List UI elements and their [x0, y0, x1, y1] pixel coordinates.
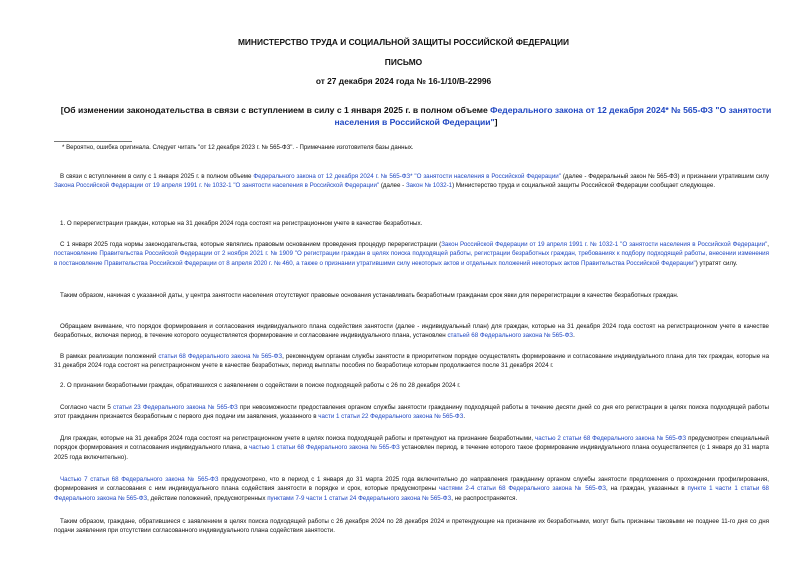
paragraph-conclusion: Таким образом, граждане, обратившиеся с заявлением в целях поиска подходящей работы с 26 декабря 2024 по 28 декабря 2024 и претендующие на признание их безработными, могут быть признаны таковыми не позднее 11-го дня со дня подачи заявления при отсутствии согласованного индивидуального плана содействия занятости. [54, 518, 769, 535]
text: установлен период, в течение которого такое формирование индивидуального плана осуществляется (с 1 января до 31 марта 2025 года включительно). [54, 444, 769, 461]
document-type: ПИСЬМО [384, 57, 423, 67]
text: , на граждан, указанных в [606, 485, 688, 493]
text: Обращаем внимание, что порядок формирования и согласования индивидуального плана содействия занятости (далее - индивидуальный план) для граждан, которые на 31 декабря 2024 года состоят на регистрационном учете в качестве безработных, включая период, в течение которого осуществляется формирование и согласование индивидуального плана, установлен [54, 323, 769, 340]
article-24-items-7-9-link[interactable]: пунктами 7-9 части 1 статьи 24 Федерального закона № 565-ФЗ [267, 494, 452, 502]
article-68-parts-2-4-link[interactable]: частями 2-4 статьи 68 Федерального закона № 565-ФЗ [438, 485, 607, 493]
article-68-link[interactable]: статьей 68 Федерального закона № 565-ФЗ [447, 332, 574, 340]
article-68-link[interactable]: статьи 68 Федерального закона № 565-ФЗ [158, 353, 283, 360]
article-22-link[interactable]: части 1 статьи 22 Федерального закона № 565-ФЗ [318, 413, 464, 421]
text: ) Министерство труда и социальной защиты Российской Федерации сообщает следующее. [452, 182, 716, 190]
paragraph-reregistration [54, 240, 769, 268]
text: , [767, 241, 769, 248]
text: В рамках реализации положений [60, 353, 159, 360]
text: предусмотрено, что в период с 1 января до 31 марта 2025 года включительно до направления гражданину органом службы занятости предложения о прохождении профилирования, формирования и согласования с ним индивидуального плана содействия занятости в порядке и срок, которые предусмотрены [54, 476, 769, 493]
paragraph-article-23 [54, 403, 769, 422]
text: (далее - Федеральный закон № 565-ФЗ) и признании утратившим силу [560, 173, 769, 180]
text: Согласно части 5 [60, 404, 113, 411]
article-68-part-7-link[interactable]: Частью 7 статьи 68 Федерального закона № 565-ФЗ [60, 476, 219, 483]
text: при невозможности предоставления органом службы занятости гражданину подходящей работы в течение десяти дней со дня его регистрации в целях поиска подходящей работы этот гражданин признается безработным с первого дня подачи им заявления, указанного в [54, 404, 769, 421]
footnote: * Вероятно, ошибка оригинала. Следует читать "от 12 декабря 2023 г. № 565-ФЗ". - Примечание изготовителя базы данных. [62, 144, 414, 151]
text: В связи с вступлением в силу с 1 января 2025 г. в полном объеме [60, 173, 254, 180]
text: предусмотрен специальный порядок формирования и согласования индивидуального плана, а [54, 435, 770, 452]
title-prefix: [Об изменении законодательства в связи с вступлением в силу с 1 января 2025 г. в полном объеме [60, 105, 491, 115]
text: ) утратят силу. [695, 259, 738, 267]
paragraph-special-procedure [54, 434, 769, 462]
document-date-number: от 27 декабря 2024 года № 16-1/10/В-22996 [315, 76, 492, 86]
section-2-heading: 2. О признании безработными граждан, обратившихся с заявлением о содействии в поиске подходящей работы с 26 по 28 декабря 2024 г. [60, 382, 461, 389]
text: , рекомендуем органам службы занятости в приоритетном порядке осуществлять формирование и согласование индивидуального плана для тех граждан, которые на 31 декабря 2024 года состоят на регистрационном учете в качестве безработных, период выплаты пособия по безработице которым продолжается после 31 декабря 2024 г. [54, 353, 770, 370]
article-68-item-1-link[interactable]: пункте 1 части 1 статьи 68 Федерального закона № 565-ФЗ [54, 485, 769, 502]
paragraph-consequence: Таким образом, начиная с указанной даты, у центра занятости населения отсутствуют правовые основания устанавливать безработным гражданам срок явки для перерегистрации в качестве безработных граждан. [60, 292, 679, 299]
text: , не распространяется. [451, 494, 518, 502]
title-suffix: ] [494, 117, 498, 127]
law-1032-link[interactable]: Закона Российской Федерации от 19 апреля 1991 г. № 1032-1 "О занятости населения в Российской Федерации" [54, 182, 380, 190]
paragraph-individual-plan [54, 322, 769, 341]
article-68-part-2-link[interactable]: частью 2 статьи 68 Федерального закона № 565-ФЗ [535, 435, 687, 442]
text: (далее - [379, 182, 406, 190]
text: С 1 января 2025 года нормы законодательства, которые являлись правовым основанием проведения процедур перерегистрации ( [60, 241, 442, 248]
paragraph-intro [54, 172, 769, 191]
ministry-heading: МИНИСТЕРСТВО ТРУДА И СОЦИАЛЬНОЙ ЗАЩИТЫ РОССИЙСКОЙ ФЕДЕРАЦИИ [237, 37, 570, 47]
text: . [573, 332, 575, 340]
law-1032-link[interactable]: Закон Российской Федерации от 19 апреля 1991 г. № 1032-1 "О занятости населения в Российской Федерации" [441, 241, 768, 248]
text: , действие положений, предусмотренных [147, 494, 268, 502]
paragraph-part-7 [54, 475, 769, 503]
footnote-divider [54, 141, 132, 142]
text: . [463, 413, 466, 421]
article-68-part-1-link[interactable]: частью 1 статьи 68 Федерального закона № 565-ФЗ [249, 444, 400, 452]
title-law-link[interactable]: Федерального закона от 12 декабря 2024* № 565-ФЗ "О занятости населения в Российской Федерации" [334, 105, 772, 127]
section-1-heading: 1. О перерегистрации граждан, которые на 31 декабря 2024 года состоят на регистрационном учете в качестве безработных. [60, 220, 423, 227]
article-23-link[interactable]: статьи 23 Федерального закона № 565-ФЗ [112, 404, 238, 411]
law-1032-short-link[interactable]: Закон № 1032-1 [405, 182, 453, 190]
paragraph-recommendation [54, 352, 769, 371]
document-title [52, 104, 780, 128]
law-565-link[interactable]: Федерального закона от 12 декабря 2024 г. № 565-ФЗ* "О занятости населения в Российской Федерации" [253, 173, 561, 180]
resolution-1909-link[interactable]: постановление Правительства Российской Федерации от 2 ноября 2021 г. № 1909 "О регистрации граждан в целях поиска подходящей работы, регистрации безработных граждан, требованиях к подбору подходящей работы, внесении изменения в постановление Правительства Российской Федерации от 8 апреля 2020 г. № 460, а также о признании утратившими силу некоторых актов и отдельных положений некоторых актов Правительства Российской Федерации" [54, 250, 769, 267]
text: Для граждан, которые на 31 декабря 2024 года состоят на регистрационном учете в целях поиска подходящей работы и претендуют на признание безработными, [60, 435, 536, 442]
